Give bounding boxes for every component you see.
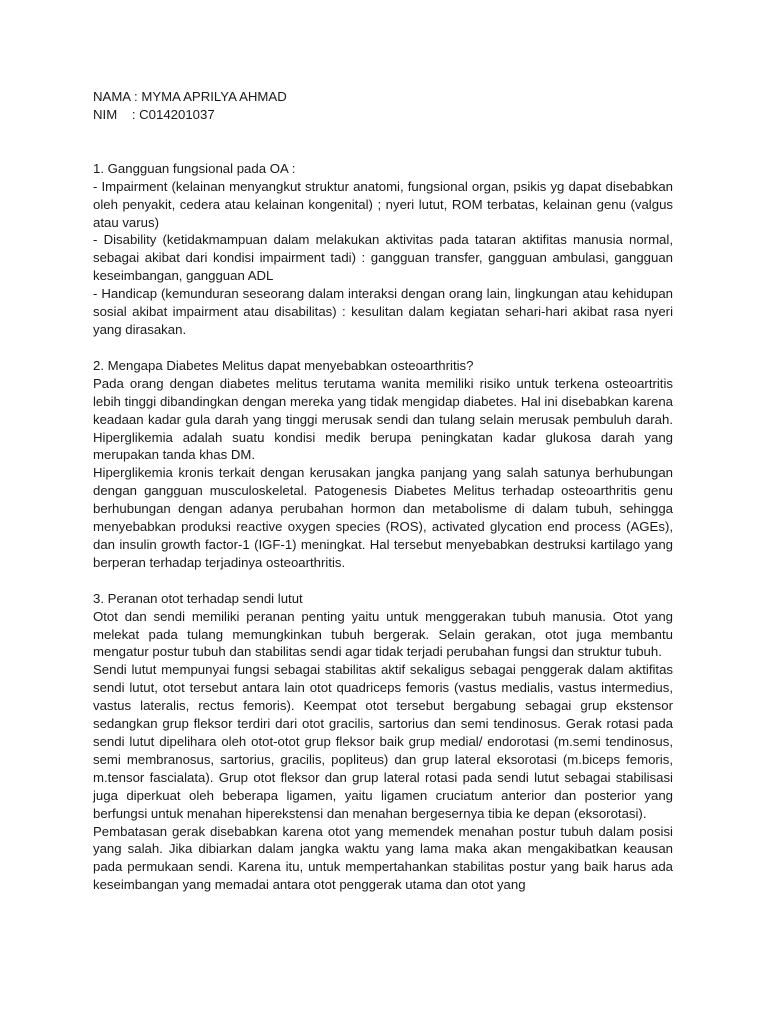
section-1-handicap: - Handicap (kemunduran seseorang dalam interaksi dengan orang lain, lingkungan atau kehidupan sosial akibat impairment atau disabilitas) : kesulitan dalam kegiatan sehari-hari akibat rasa nyeri yang dirasakan. [93, 286, 673, 337]
section-2-paragraph-1: Pada orang dengan diabetes melitus terutama wanita memiliki risiko untuk terkena osteoartritis lebih tinggi dibandingkan dengan mereka yang tidak mengidap diabetes. Hal ini disebabkan karena keadaan kadar gula darah yang tinggi merusak sendi dan tulang selain merusak pembuluh darah. Hiperglikemia adalah suatu kondisi medik berupa peningkatan kadar glukosa darah yang merupakan tanda khas DM. [93, 375, 673, 463]
section-3-heading: 3. Peranan otot terhadap sendi lutut [93, 590, 303, 606]
section-3-paragraph-3: Pembatasan gerak disebabkan karena otot yang memendek menahan postur tubuh dalam posisi yang salah. Jika dibiarkan dalam jangka waktu yang lama maka akan mengakibatkan keausan pada permukaan sendi. Karena itu, untuk mempertahankan stabilitas postur yang baik harus ada keseimbangan yang memadai antara otot penggerak utama dan otot yang [93, 823, 673, 893]
document-page [93, 88, 673, 894]
spacer [93, 124, 673, 160]
spacer [93, 572, 673, 590]
section-2-heading: 2. Mengapa Diabetes Melitus dapat menyebabkan osteoarthritis? [93, 357, 474, 373]
section-2-paragraph-2: Hiperglikemia kronis terkait dengan kerusakan jangka panjang yang salah satunya berhubungan dengan gangguan musculoskeletal. Patogenesis Diabetes Melitus terhadap osteoarthritis genu berhubungan dengan adanya perubahan hormon dan metabolisme di dalam tubuh, sehingga menyebabkan produksi reactive oxygen species (ROS), activated glycation end process (AGEs), dan insulin growth factor-1 (IGF-1) meningkat. Hal tersebut menyebabkan destruksi kartilago yang berperan terhadap terjadinya osteoarthritis. [93, 465, 673, 570]
section-3 [93, 590, 673, 894]
student-nim: NIM : C014201037 [93, 106, 215, 122]
section-1-impairment: - Impairment (kelainan menyangkut struktur anatomi, fungsional organ, psikis yg dapat disebabkan oleh penyakit, cedera atau kelainan kongenital) ; nyeri lutut, ROM terbatas, kelainan genu (valgus atau varus) [93, 178, 673, 230]
student-name: NAMA : MYMA APRILYA AHMAD [93, 89, 287, 104]
section-1-disability: - Disability (ketidakmampuan dalam melakukan aktivitas pada tataran aktifitas manusia normal, sebagai akibat dari kondisi impairment tadi) : gangguan transfer, gangguan ambulasi, gangguan keseimbangan, gangguan ADL [93, 232, 673, 284]
section-1 [93, 160, 673, 339]
section-3-paragraph-1: Otot dan sendi memiliki peranan penting yaitu untuk menggerakan tubuh manusia. Otot yang melekat pada tulang memungkinkan tubuh bergerak. Selain gerakan, otot juga membantu mengatur postur tubuh dan stabilitas sendi agar tidak terjadi perubahan fungsi dan struktur tubuh. [93, 608, 673, 660]
section-1-heading: 1. Gangguan fungsional pada OA : [93, 160, 296, 176]
section-3-paragraph-2: Sendi lutut mempunyai fungsi sebagai stabilitas aktif sekaligus sebagai penggerak dalam aktifitas sendi lutut, otot tersebut antara lain otot quadriceps femoris (vastus medialis, vastus intermedius, vastus lateralis, rectus femoris). Keempat otot tersebut bergabung sebagai grup ekstensor sedangkan grup fleksor terdiri dari otot gracilis, sartorius dan semi tendinosus. Gerak rotasi pada sendi lutut dipelihara oleh otot-otot grup fleksor baik grup medial/ endorotasi (m.semi tendinosus, semi membranosus, sartorius, gracilis, popliteus) dan grup lateral eksorotasi (m.biceps femoris, m.tensor fascialata). Grup otot fleksor dan grup lateral rotasi pada sendi lutut sebagai stabilisasi juga diperkuat oleh beberapa ligamen, yaitu ligamen cruciatum anterior dan posterior yang berfungsi untuk menahan hiperekstensi dan menahan bergesernya tibia ke depan (eksorotasi). [93, 662, 673, 821]
section-2 [93, 357, 673, 572]
spacer [93, 339, 673, 357]
